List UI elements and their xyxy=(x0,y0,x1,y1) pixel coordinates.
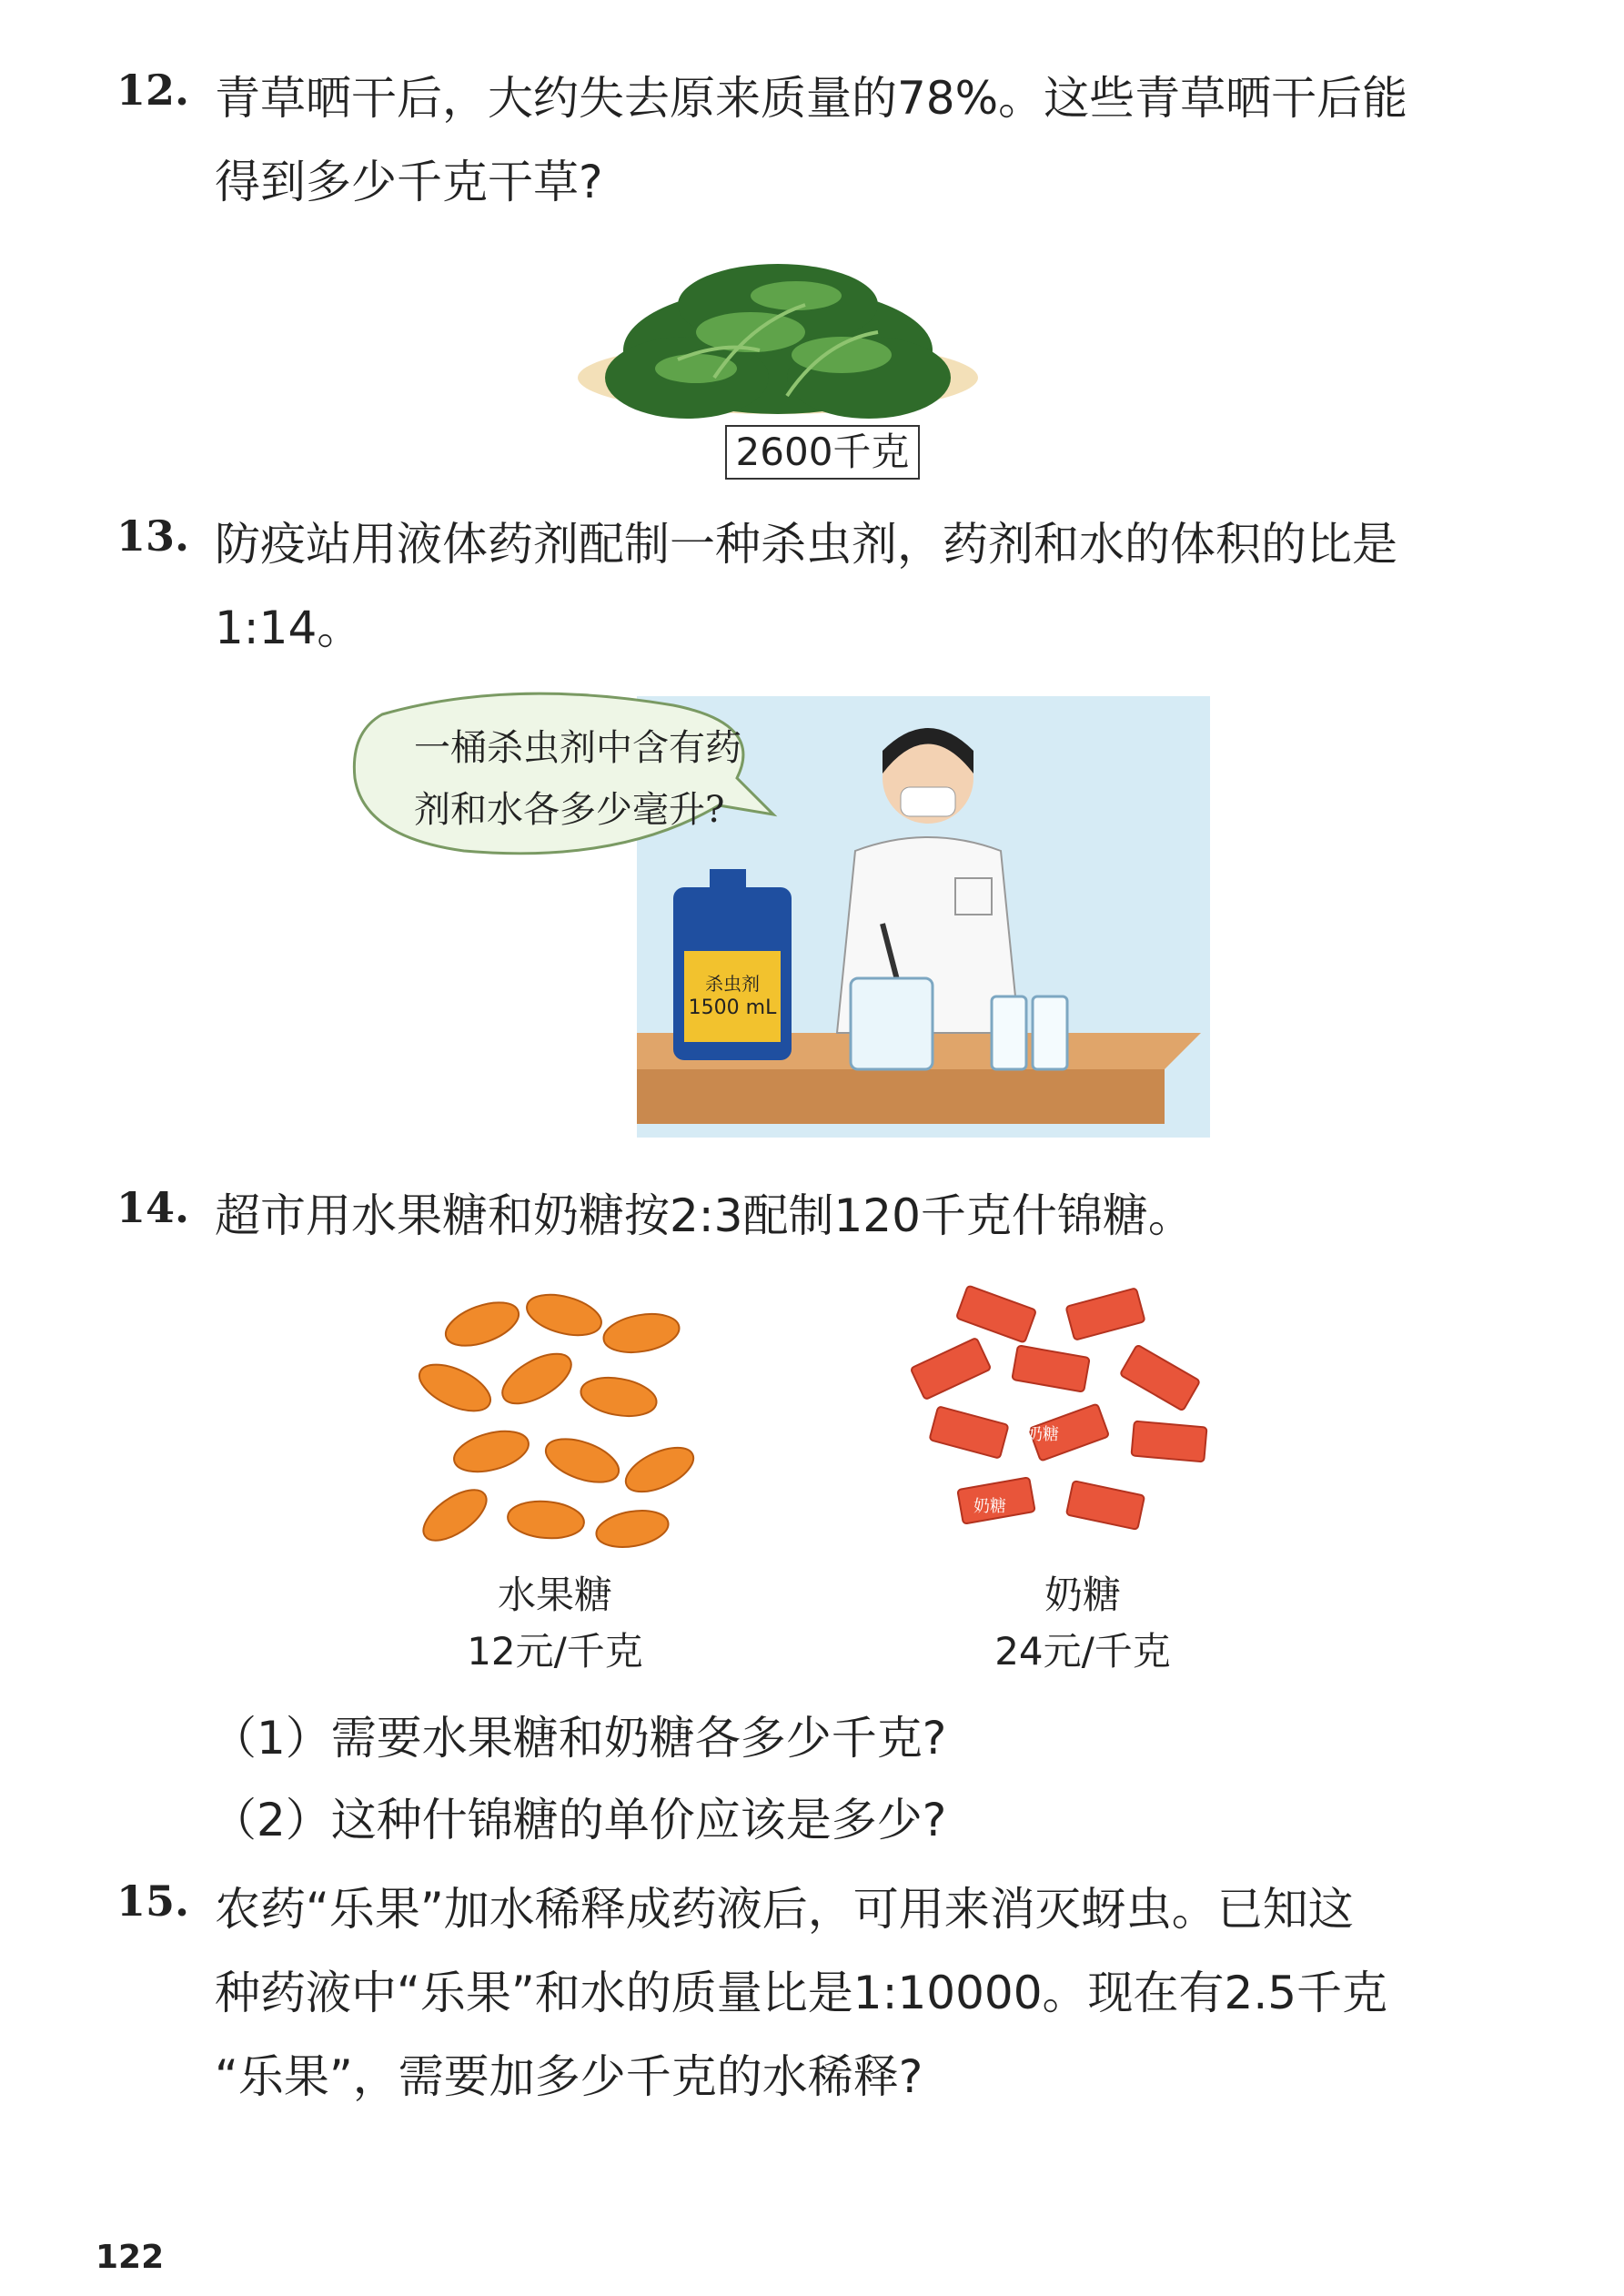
page-number: 122 xyxy=(96,2239,165,2276)
sub-question-1: （1）需要水果糖和奶糖各多少千克? xyxy=(211,1712,947,1765)
problem-text-line: 防疫站用液体药剂配制一种杀虫剂，药剂和水的体积的比是 xyxy=(215,518,1397,571)
problem-12 xyxy=(116,66,1481,248)
problem-number: 14. xyxy=(116,1183,190,1232)
problem-text-line: 青草晒干后，大约失去原来质量的78%。这些青草晒干后能 xyxy=(215,72,1408,125)
weight-label: 2600千克 xyxy=(725,425,920,480)
lab-illustration xyxy=(346,687,1210,1138)
problem-text-line: “乐果”，需要加多少千克的水稀释? xyxy=(215,2050,923,2103)
fruit-candy-name: 水果糖 xyxy=(497,1573,612,1617)
milk-candy-name: 奶糖 xyxy=(1044,1573,1121,1617)
candy-wrapper-text: 奶糖 xyxy=(1026,1425,1059,1444)
problem-text-line: 农药“乐果”加水稀释成药液后，可用来消灭蚜虫。已知这 xyxy=(215,1883,1354,1936)
jug-label-volume: 1500 mL xyxy=(688,996,777,1019)
speech-bubble-text: 一桶杀虫剂中含有药 xyxy=(414,727,741,769)
grass-illustration xyxy=(569,241,987,485)
problem-text-line: 种药液中“乐果”和水的质量比是1:10000。现在有2.5千克 xyxy=(215,1967,1388,2019)
speech-bubble-text: 剂和水各多少毫升? xyxy=(414,789,725,831)
problem-text-line: 1:14。 xyxy=(215,602,363,654)
jug-label-name: 杀虫剂 xyxy=(705,973,760,995)
problem-text-line: 得到多少千克干草? xyxy=(215,156,603,208)
fruit-candy-price: 12元/千克 xyxy=(467,1629,643,1674)
problem-number: 15. xyxy=(116,1876,190,1926)
candy-wrapper-text: 奶糖 xyxy=(973,1497,1006,1516)
problem-text-line: 超市用水果糖和奶糖按2:3配制120千克什锦糖。 xyxy=(215,1189,1194,1242)
milk-candy-caption xyxy=(946,1570,1219,1677)
problem-number: 12. xyxy=(116,66,190,115)
fruit-candy-caption xyxy=(419,1570,691,1677)
problem-number: 13. xyxy=(116,511,190,561)
milk-candy-illustration xyxy=(896,1279,1224,1552)
fruit-candy-illustration xyxy=(400,1279,710,1552)
milk-candy-price: 24元/千克 xyxy=(994,1629,1171,1674)
sub-question-2: （2）这种什锦糖的单价应该是多少? xyxy=(211,1794,947,1846)
